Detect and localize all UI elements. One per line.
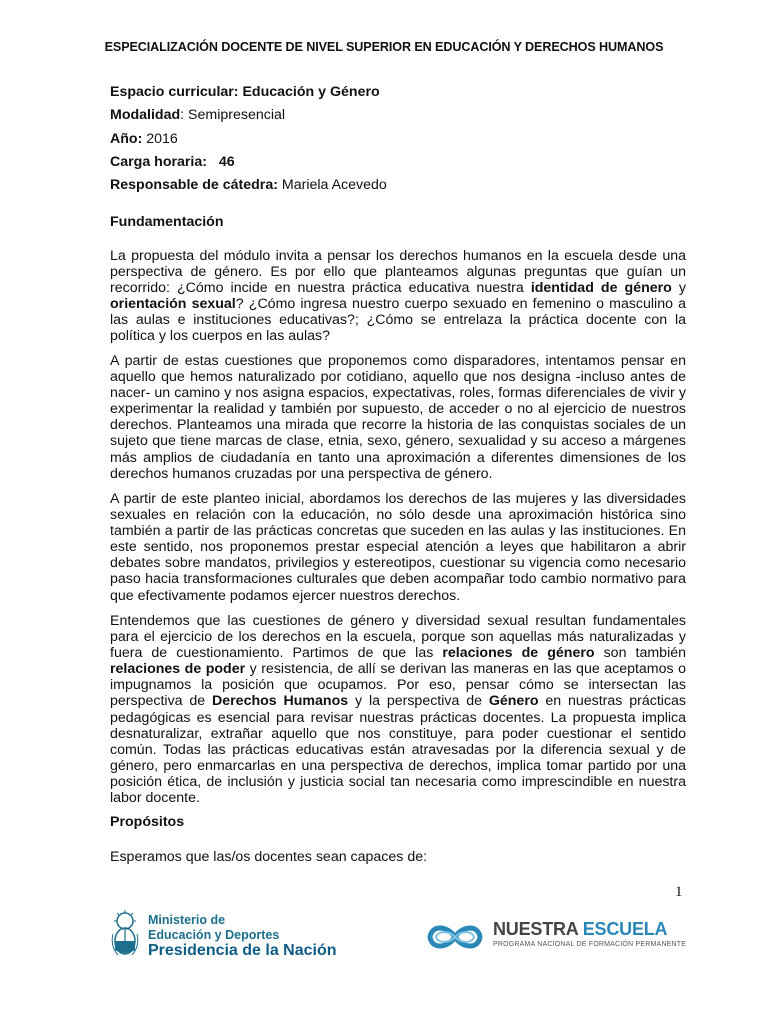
ministry-logo [110, 910, 337, 960]
p4-bold-power-relations: relaciones de poder [110, 661, 246, 678]
p1-text-a: La propuesta del módulo invita a pensar los derechos humanos en la escuela desde una perspectiva de género. Es por ello que planteamos algunas preguntas que guían un recorrido: ¿Cómo incide en nuestra práctica educativa nuestra [110, 248, 686, 297]
ministry-line3: Presidencia de la Nación [148, 941, 337, 959]
p1-text-d: ? ¿Cómo ingresa nuestro cuerpo sexuado en femenino o masculino a las aulas e instituciones educativas?; ¿Cómo se entrelaza la práctica docente con la política y los cuerpos en las aulas? [110, 296, 687, 345]
school-name [493, 919, 686, 939]
infinity-logo-icon [424, 920, 486, 954]
propositos-heading: Propósitos [110, 814, 185, 830]
year-value: 2016 [142, 130, 178, 147]
p4-bold-human-rights: Derechos Humanos [212, 693, 349, 710]
p4-text-a: Entendemos que las cuestiones de género y diversidad sexual resultan fundamentales para el ejercicio de los derechos en la escuela, porque son aquellas más naturalizadas y fuera de cuestionamiento. Partimos de que las [110, 613, 686, 662]
hours-row [110, 152, 690, 175]
modality-value: : Semipresencial [180, 107, 286, 124]
school-name-part2: ESCUELA [582, 919, 668, 939]
ministry-line2: Educación y Deportes [148, 927, 280, 942]
modality-row [110, 105, 690, 128]
ministry-line1: Ministerio de [148, 912, 226, 927]
responsible-label: Responsable de cátedra: [110, 177, 278, 194]
fundamentacion-paragraph-2: A partir de estas cuestiones que proponemos como disparadores, intentamos pensar en aquello que hemos naturalizado por cotidiano, aquello que nos designa -incluso antes de nacer- un camino y nos asigna espacios, expectativas, roles, formas diferenciales de vivir y experimentar la realidad y también por supuesto, de acceder o no al ejercicio de nuestros derechos. Planteamos una mirada que recorre la historia de las conquistas sociales de un sujeto que tiene marcas de clase, etnia, sexo, género, sexualidad y su acceso a márgenes más amplios de ciudadanía en tanto una aproximación a diferentes dimensiones de los derechos humanos cruzadas por una perspectiva de género. [110, 353, 686, 482]
p4-bold-gender-relations: relaciones de género [442, 645, 595, 662]
p4-bold-gender: Género [488, 693, 539, 710]
responsible-value: Mariela Acevedo [277, 177, 387, 194]
document-header: ESPECIALIZACIÓN DOCENTE DE NIVEL SUPERIOR EN EDUCACIÓN Y DERECHOS HUMANOS [104, 40, 664, 54]
propositos-intro: Esperamos que las/os docentes sean capaces de: [110, 849, 428, 865]
fundamentacion-paragraph-4 [110, 613, 686, 806]
fundamentacion-paragraph-1 [110, 248, 686, 345]
p1-bold-sexual-orientation: orientación sexual [110, 296, 236, 313]
curricular-space-row [110, 82, 690, 105]
modality-label: Modalidad [110, 107, 181, 124]
p4-text-c: son también [594, 645, 686, 662]
year-label: Año: [110, 130, 143, 147]
p1-text-c: y [671, 280, 686, 297]
hours-label: Carga horaria: [110, 153, 207, 170]
hours-value: 46 [218, 153, 235, 170]
year-row [110, 129, 690, 152]
school-subtitle: PROGRAMA NACIONAL DE FORMACIÓN PERMANENTE [493, 941, 687, 948]
p4-text-d: y resistencia, de allí se derivan las maneras en las que aceptamos o impugnamos la posición que ocupamos. Por eso, pensar cómo se intersectan las perspectiva de [110, 661, 686, 710]
p4-text-e: y la perspectiva de [348, 693, 489, 710]
fundamentacion-heading: Fundamentación [110, 214, 224, 230]
responsible-row [110, 175, 690, 198]
curricular-space-label: Espacio curricular: Educación y Género [110, 84, 380, 100]
school-name-part1: NUESTRA [493, 919, 583, 939]
fundamentacion-paragraph-3: A partir de este planteo inicial, abordamos los derechos de las mujeres y las diversidades sexuales en relación con la educación, no sólo desde una aproximación histórica sino también a partir de las prácticas concretas que suceden en las aulas y las instituciones. En este sentido, nos proponemos prestar especial atención a leyes que habilitaron a abrir debates sobre mandatos, privilegios y estereotipos, cuestionar su vigencia como necesario paso hacia transformaciones culturales que deben acompañar todo cambio normativo para que efectivamente podamos ejercer nuestros derechos. [110, 491, 686, 604]
page-number: 1 [675, 884, 683, 900]
page-footer [0, 905, 768, 975]
p1-bold-gender-identity: identidad de género [530, 280, 672, 297]
ministry-text [148, 913, 337, 958]
course-metadata [110, 82, 690, 198]
nuestra-escuela-logo [424, 920, 686, 954]
argentina-coat-of-arms-icon [110, 910, 140, 960]
school-text [493, 919, 687, 952]
p4-text-f: en nuestras prácticas pedagógicas es esencial para revisar nuestras prácticas docentes. La propuesta implica desnaturalizar, extrañar aquello que nos constituye, para poder cuestionar el sentido común. Todas las prácticas educativas están atravesadas por la diferencia sexual y de género, pero enmarcarlas en una perspectiva de derechos, implica tomar partido por una posición ética, de inclusión y justicia social tan necesaria como imprescindible en nuestra labor docente. [110, 693, 687, 807]
